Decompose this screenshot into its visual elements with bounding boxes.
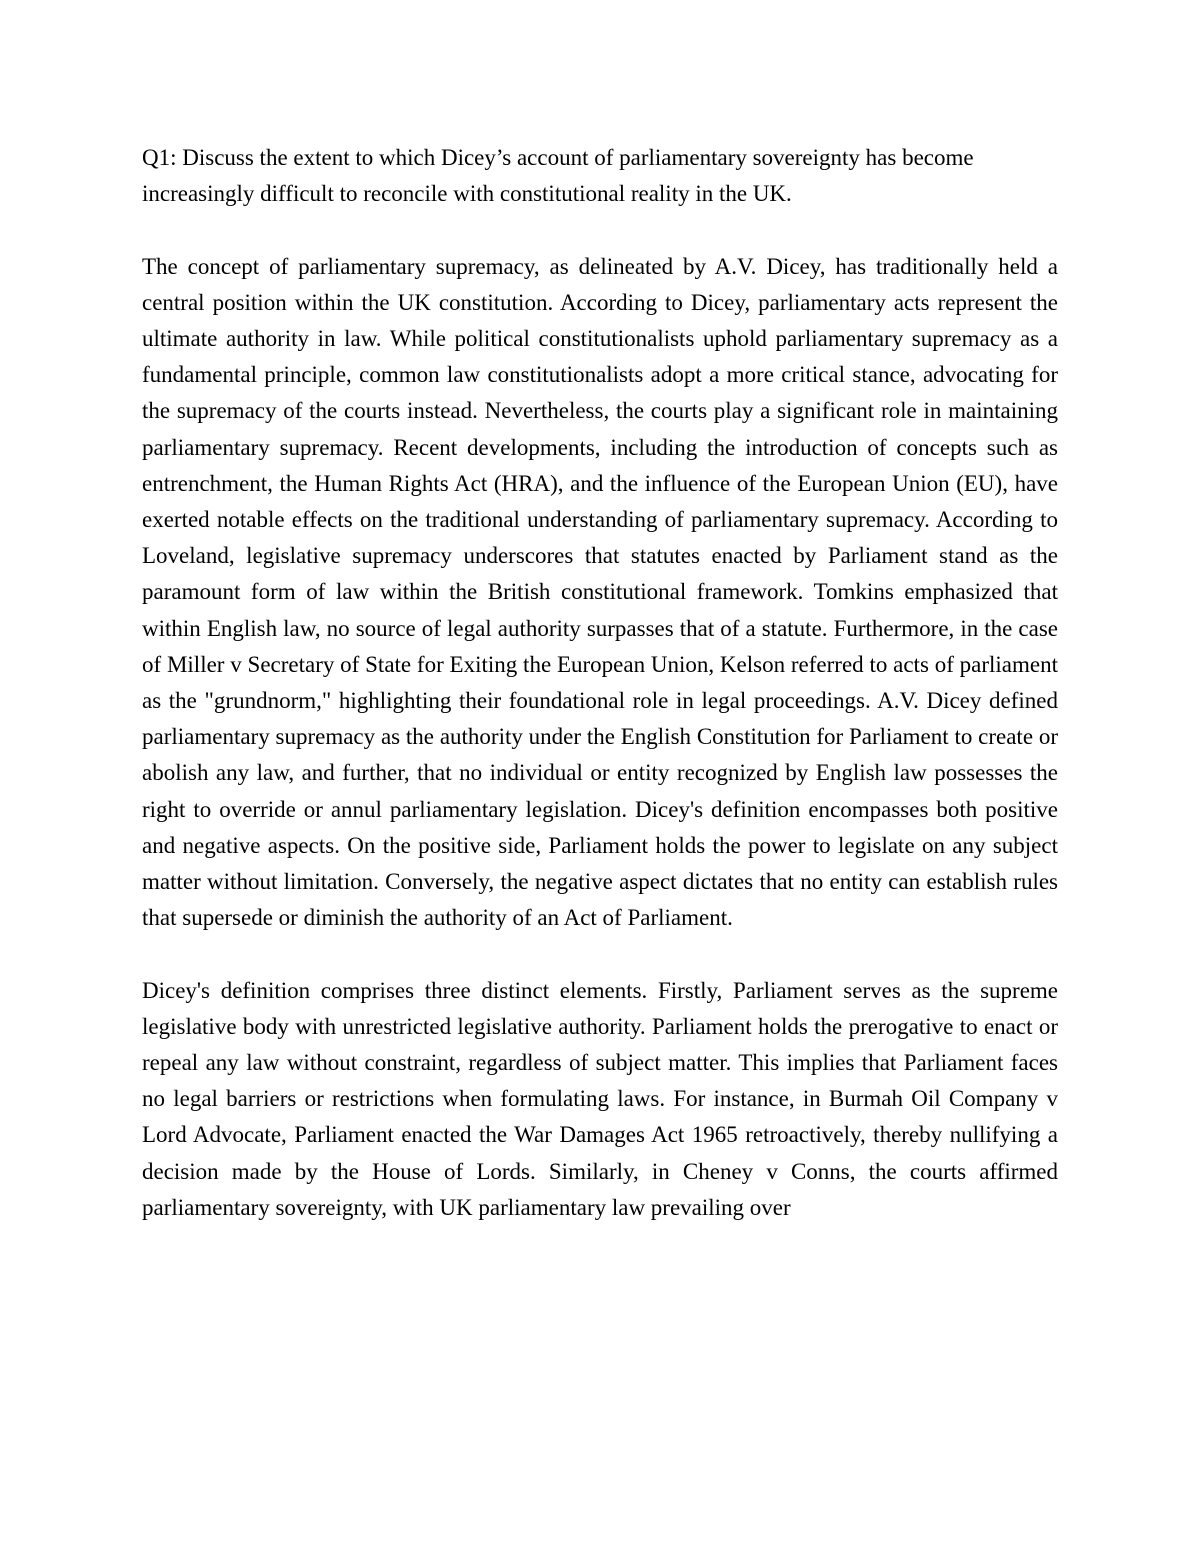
paragraph-2: Dicey's definition comprises three distinct elements. Firstly, Parliament serves as the supreme legislative body with unrestricted legislative authority. Parliament holds the prerogative to enact or repeal any law without constraint, regardless of subject matter. This implies that Parliament faces no legal barriers or restrictions when formulating laws. For instance, in Burmah Oil Company v Lord Advocate, Parliament enacted the War Damages Act 1965 retroactively, thereby nullifying a decision made by the House of Lords. Similarly, in Cheney v Conns, the courts affirmed parliamentary sovereignty, with UK parliamentary law prevailing over bbox=[142, 977, 1058, 1220]
question-heading: Q1: Discuss the extent to which Dicey’s account of parliamentary sovereignty has become increasingly difficult to reconcile with constitutional reality in the UK. bbox=[142, 145, 974, 207]
paragraph-1: The concept of parliamentary supremacy, as delineated by A.V. Dicey, has traditionally held a central position within the UK constitution. According to Dicey, parliamentary acts represent the ultimate authority in law. While political constitutionalists uphold parliamentary supremacy as a fundamental principle, common law constitutionalists adopt a more critical stance, advocating for the supremacy of the courts instead. Nevertheless, the courts play a significant role in maintaining parliamentary supremacy. Recent developments, including the introduction of concepts such as entrenchment, the Human Rights Act (HRA), and the influence of the European Union (EU), have exerted notable effects on the traditional understanding of parliamentary supremacy. According to Loveland, legislative supremacy underscores that statutes enacted by Parliament stand as the paramount form of law within the British constitutional framework. Tomkins emphasized that within English law, no source of legal authority surpasses that of a statute. Furthermore, in the case of Miller v Secretary of State for Exiting the European Union, Kelson referred to acts of parliament as the "grundnorm," highlighting their foundational role in legal proceedings. A.V. Dicey defined parliamentary supremacy as the authority under the English Constitution for Parliament to create or abolish any law, and further, that no individual or entity recognized by English law possesses the right to override or annul parliamentary legislation. Dicey's definition encompasses both positive and negative aspects. On the positive side, Parliament holds the power to legislate on any subject matter without limitation. Conversely, the negative aspect dictates that no entity can establish rules that supersede or diminish the authority of an Act of Parliament. bbox=[142, 253, 1058, 931]
document-body bbox=[142, 140, 1058, 1262]
